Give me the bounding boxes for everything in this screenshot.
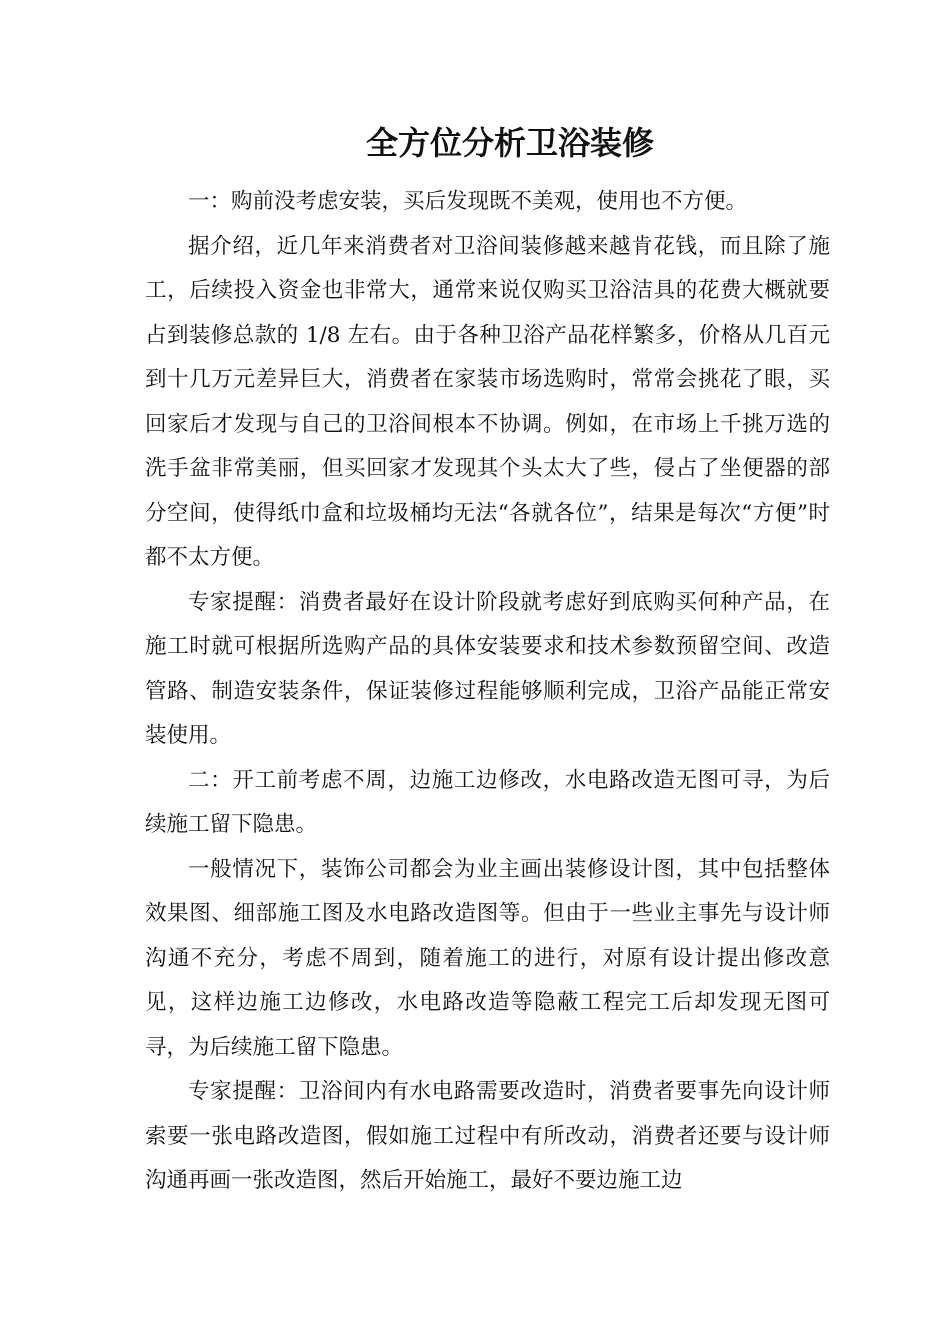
document-body bbox=[145, 180, 830, 1204]
document-title: 全方位分析卫浴装修 bbox=[365, 124, 654, 162]
paragraph-section-two-heading: 二：开工前考虑不周，边施工边修改，水电路改造无图可寻，为后续施工留下隐患。 bbox=[145, 767, 830, 837]
paragraph-section-one-body: 据介绍，近几年来消费者对卫浴间装修越来越肯花钱，而且除了施工，后续投入资金也非常大，通常来说仅购买卫浴洁具的花费大概就要占到装修总款的 1/8 左右。由于各种卫浴产品花样繁多，价格从几百元到十几万元差异巨大，消费者在家装市场选购时，常常会挑花了眼，买回家后才发现与自己的卫浴间根本不协调。例如，在市场上千挑万选的洗手盆非常美丽，但买回家才发现其个头太大了些，侵占了坐便器的部分空间，使得纸巾盒和垃圾桶均无法“各就各位”，结果是每次“方便”时都不太方便。 bbox=[145, 233, 830, 570]
paragraph-section-one-heading: 一：购前没考虑安装，买后发现既不美观，使用也不方便。 bbox=[188, 189, 748, 214]
paragraph-section-two-expert-tip: 专家提醒：卫浴间内有水电路需要改造时，消费者要事先向设计师索要一张电路改造图，假如施工过程中有所改动，消费者还要与设计师沟通再画一张改造图，然后开始施工，最好不要边施工边 bbox=[145, 1079, 830, 1193]
paragraph-section-one-expert-tip: 专家提醒：消费者最好在设计阶段就考虑好到底购买何种产品，在施工时就可根据所选购产品的具体安装要求和技术参数预留空间、改造管路、制造安装条件，保证装修过程能够顺利完成，卫浴产品能正常安装使用。 bbox=[145, 589, 830, 748]
paragraph-section-two-body: 一般情况下，装饰公司都会为业主画出装修设计图，其中包括整体效果图、细部施工图及水电路改造图等。但由于一些业主事先与设计师沟通不充分，考虑不周到，随着施工的进行，对原有设计提出修改意见，这样边施工边修改，水电路改造等隐蔽工程完工后却发现无图可寻，为后续施工留下隐患。 bbox=[145, 856, 830, 1060]
